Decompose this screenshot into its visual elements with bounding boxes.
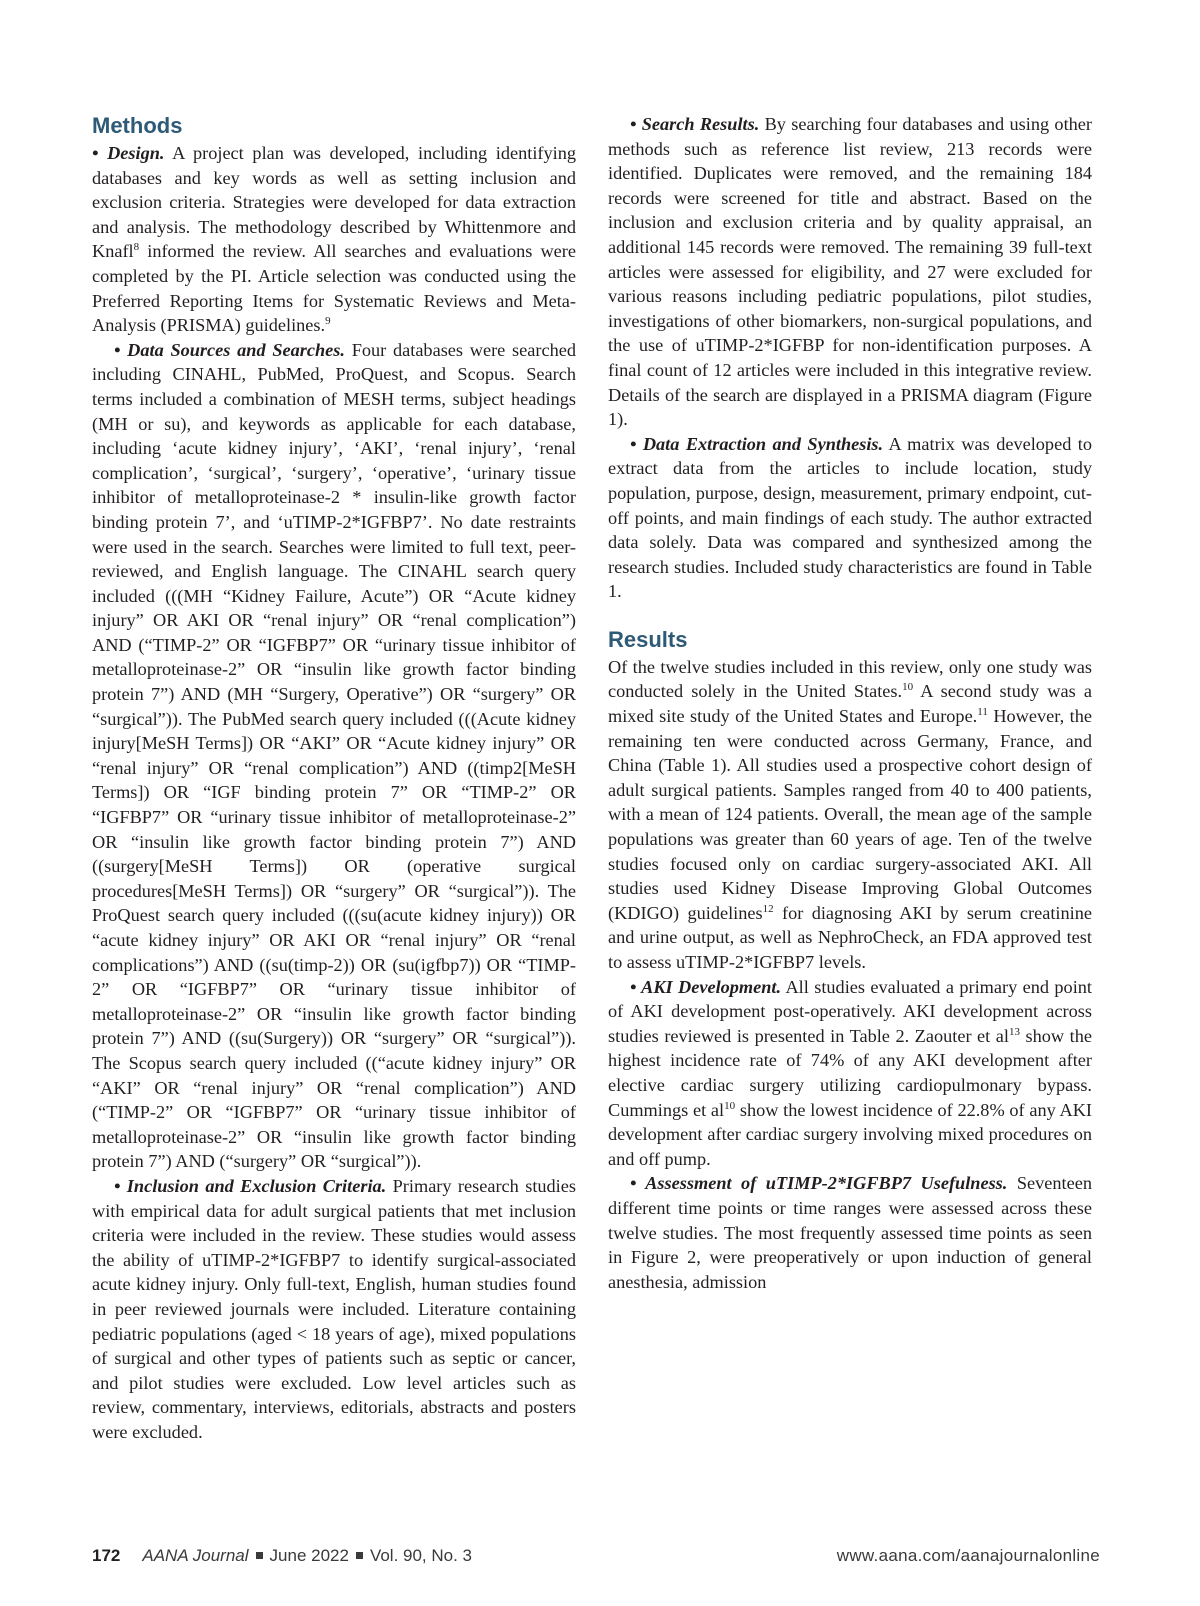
extraction-paragraph <box>608 432 1092 604</box>
methods-heading: Methods <box>92 113 183 138</box>
page-number: 172 <box>92 1546 121 1565</box>
inclusion-paragraph <box>92 1174 576 1445</box>
results-intro-text: A second study was a mixed site study of the United States and Europe. <box>608 681 1092 727</box>
journal-title: AANA Journal <box>142 1546 249 1565</box>
volume-issue: Vol. 90, No. 3 <box>369 1546 473 1565</box>
assessment-label: • Assessment of uTIMP-2*IGFBP7 Usefulness. <box>630 1173 1008 1194</box>
extraction-label: • Data Extraction and Synthesis. <box>630 433 884 454</box>
extraction-text: A matrix was developed to extract data from the articles to include location, study population, purpose, design, measurement, primary endpoint, cut-off points, and main findings of each study. The author extracted data solely. Data was compared and synthesized among the research studies. Included study characteristics are found in Table 1. <box>608 433 1092 602</box>
design-label: • Design. <box>92 143 165 163</box>
issue-date: June 2022 <box>269 1546 349 1565</box>
citation-superscript: 11 <box>977 705 988 718</box>
search-results-text: By searching four databases and using other methods such as reference list review, 213 records were identified. Duplicates were removed, and the remaining 184 records were screened for title and abstract. Based on the inclusion and exclusion criteria and by quality appraisal, an additional 145 records were removed. The remaining 39 full-text articles were assessed for eligibility, and 27 were excluded for various reasons including pediatric populations, pilot studies, investigations of other biomarkers, non-surgical populations, and the use of uTIMP-2*IGFBP for non-identification purposes. A final count of 12 articles were included in this integrative review. Details of the search are displayed in a PRISMA diagram (Figure 1). <box>608 114 1092 430</box>
results-heading: Results <box>608 626 688 652</box>
results-intro-text: Of the twelve studies included in this review, only one study was conducted solely in the United States. <box>608 656 1092 702</box>
citation-superscript: 13 <box>1008 1025 1020 1038</box>
results-intro-paragraph <box>608 655 1092 975</box>
inclusion-text: Primary research studies with empirical data for adult surgical patients that met inclusion criteria were included in the review. These studies would assess the ability of uTIMP-2*IGFBP7 to identify surgical-associated acute kidney injury. Only full-text, English, human studies found in peer reviewed journals were included. Literature containing pediatric populations (aged < 18 years of age), mixed populations of surgical and other types of patients such as septic or cancer, and pilot studies were excluded. Low level articles such as review, commentary, interviews, editorials, abstracts and posters were excluded. <box>92 1175 576 1442</box>
search-results-label: • Search Results. <box>630 114 760 134</box>
design-paragraph <box>92 141 576 338</box>
data-sources-text: Four databases were searched including CINAHL, PubMed, ProQuest, and Scopus. Search terms included a combination of MESH terms, subject headings (MH or su), and keywords as applicable for each database, including ‘acute kidney injury’, ‘AKI’, ‘renal injury’, ‘renal complication’, ‘surgical’, ‘surgery’, ‘operative’, ‘urinary tissue inhibitor of metalloproteinase-2 * insulin-like growth factor binding protein 7’, and ‘uTIMP-2*IGFBP7’. No date restraints were used in the search. Searches were limited to full text, peer-reviewed, and English language. The CINAHL search query included (((MH “Kidney Failure, Acute”) OR “Acute kidney injury” OR AKI OR “renal injury” OR “renal complication”) AND (“TIMP-2” OR “IGFBP7” OR “urinary tissue inhibitor of metalloproteinase-2” OR “insulin like growth factor binding protein 7”) AND (MH “Surgery, Operative”) OR “surgery” OR “surgical”)). The PubMed search query included (((Acute kidney injury[MeSH Terms]) OR “AKI” OR “Acute kidney injury” OR “renal injury” OR “renal complication”) AND ((timp2[MeSH Terms]) OR “IGF binding protein 7” OR “TIMP-2” OR “IGFBP7” OR “urinary tissue inhibitor of metalloproteinase-2” OR “insulin like growth factor binding protein 7”) AND ((surgery[MeSH Terms]) OR (operative surgical procedures[MeSH Terms]) OR “surgery” OR “surgical”)). The ProQuest search query included (((su(acute kidney injury)) OR “acute kidney injury” OR AKI OR “renal injury” OR “renal complications”) AND ((su(timp-2)) OR (su(igfbp7)) OR “TIMP-2” OR “IGFBP7” OR “urinary tissue inhibitor of metalloproteinase-2” OR “insulin like growth factor binding protein 7”) AND ((su(Surgery)) OR “surgery” OR “surgical”)). The Scopus search query included ((“acute kidney injury” OR “AKI” OR “renal injury” OR “renal complication”) AND (“TIMP-2” OR “IGFBP7” OR “urinary tissue inhibitor of metalloproteinase-2” OR “insulin like growth factor binding protein 7”) AND (“surgery” OR “surgical”)). <box>92 339 576 1172</box>
citation-superscript: 10 <box>724 1099 736 1112</box>
right-column <box>608 112 1092 1294</box>
design-text: A project plan was developed, including identifying databases and key words as well as setting inclusion and exclusion criteria. Strategies were developed for data extraction and analysis. The methodology described by Whittenmore and Knafl <box>92 143 577 262</box>
design-text-continued: informed the review. All searches and evaluations were completed by the PI. Article selection was conducted using the Preferred Reporting Items for Systematic Reviews and Meta-Analysis (PRISMA) guidelines. <box>92 241 576 336</box>
citation-superscript: 10 <box>902 681 914 694</box>
aki-development-text: All studies evaluated a primary end point of AKI development post-operatively. AKI development across studies reviewed is presented in Table 2. Zaouter et al <box>608 976 1092 1046</box>
separator-square-icon <box>356 1552 363 1559</box>
aki-development-paragraph <box>608 975 1092 1172</box>
aki-development-text: show the lowest incidence of 22.8% of any AKI development after cardiac surgery involving mixed procedures on and off pump. <box>608 1099 1092 1169</box>
journal-url-link[interactable]: www.aana.com/aanajournalonline <box>836 1546 1100 1565</box>
data-sources-label: • Data Sources and Searches. <box>114 339 345 360</box>
aki-development-text: show the highest incidence rate of 74% of any AKI development after elective cardiac surgery utilizing cardiopulmonary bypass. Cummings et al <box>608 1025 1092 1120</box>
search-results-paragraph <box>608 112 1092 432</box>
separator-square-icon <box>256 1552 263 1559</box>
citation-superscript: 8 <box>133 241 140 254</box>
results-intro-text: However, the remaining ten were conducted across Germany, France, and China (Table 1). All studies used a prospective cohort design of adult surgical patients. Samples ranged from 40 to 400 patients, with a mean of 124 patients. Overall, the mean age of the sample populations was greater than 60 years of age. Ten of the twelve studies focused only on cardiac surgery-associated AKI. All studies used Kidney Disease Improving Global Outcomes (KDIGO) guidelines <box>608 706 1092 923</box>
citation-superscript: 12 <box>762 902 774 915</box>
data-sources-paragraph <box>92 338 576 1174</box>
left-column <box>92 112 576 1444</box>
aki-development-label: • AKI Development. <box>630 976 782 997</box>
inclusion-label: • Inclusion and Exclusion Criteria. <box>114 1175 387 1196</box>
assessment-paragraph <box>608 1171 1092 1294</box>
results-intro-text: for diagnosing AKI by serum creatinine and urine output, as well as NephroCheck, an FDA approved test to assess uTIMP-2*IGFBP7 levels. <box>608 902 1092 972</box>
assessment-text: Seventeen different time points or time ranges were assessed across these twelve studies. The most frequently assessed time points as seen in Figure 2, were preoperatively or upon induction of general anesthesia, admission <box>608 1173 1092 1292</box>
page-footer <box>92 1546 1100 1570</box>
citation-superscript: 9 <box>325 315 331 328</box>
